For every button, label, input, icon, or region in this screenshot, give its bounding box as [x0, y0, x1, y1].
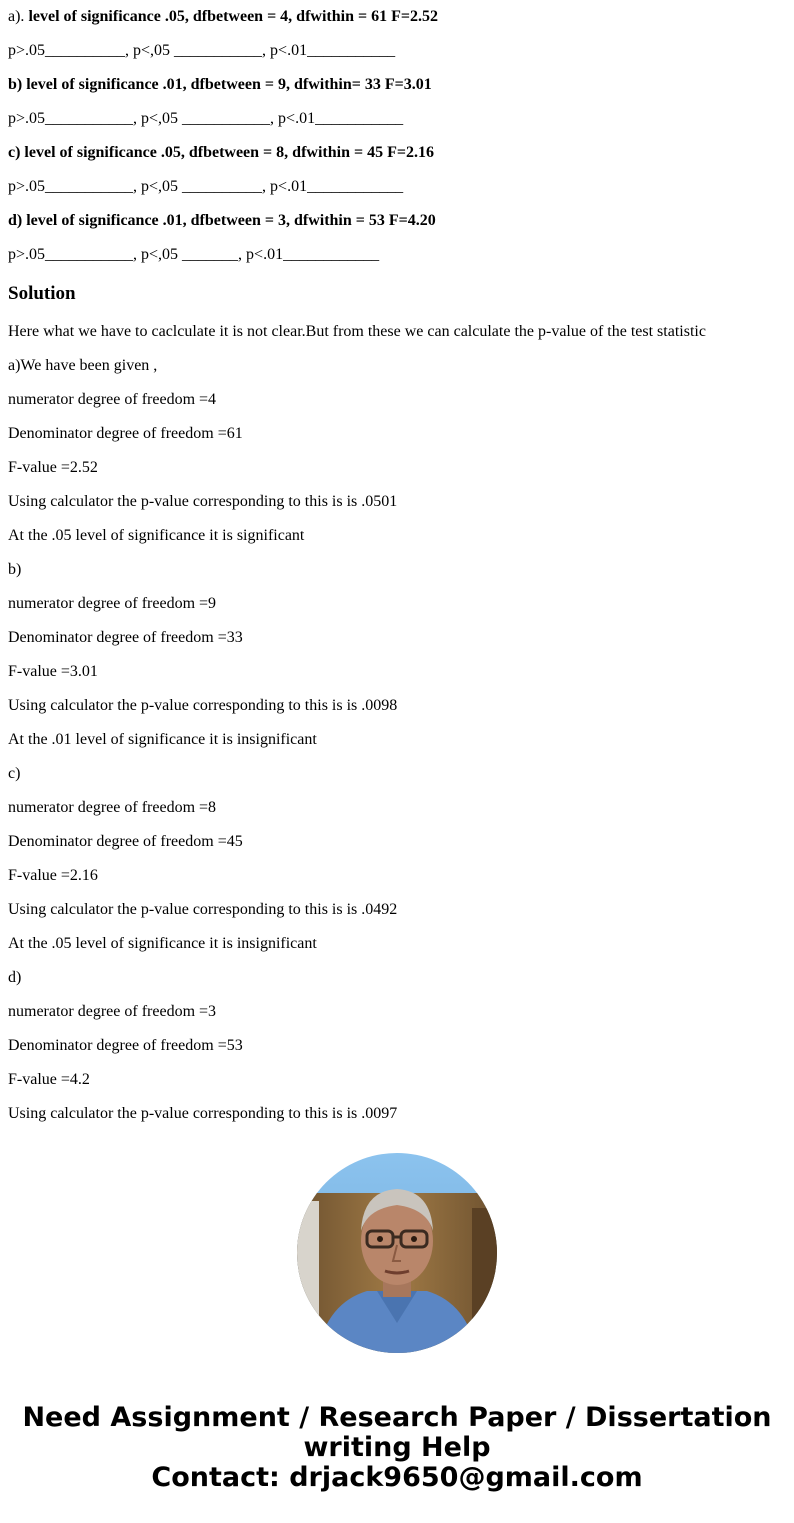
solution-line: F-value =2.52 [8, 459, 98, 476]
question-b-text: b) level of significance .01, dfbetween = 9, dfwithin= 33 F=3.01 [8, 76, 432, 93]
question-a-prefix: a). [8, 8, 29, 25]
solution-line: Here what we have to caclculate it is not clear.But from these we can calculate the p-value of the test statistic [8, 323, 706, 340]
question-c-text: c) level of significance .05, dfbetween = 8, dfwithin = 45 F=2.16 [8, 144, 434, 161]
solution-line: a)We have been given , [8, 357, 158, 374]
solution-line: F-value =4.2 [8, 1071, 90, 1088]
solution-line: Using calculator the p-value corresponding to this is is .0492 [8, 901, 398, 918]
question-a [8, 7, 438, 27]
solution-line: Denominator degree of freedom =33 [8, 629, 243, 646]
solution-line: c) [8, 765, 21, 782]
solution-line: Using calculator the p-value corresponding to this is is .0501 [8, 493, 398, 510]
question-a-text: level of significance .05, dfbetween = 4, dfwithin = 61 F=2.52 [28, 8, 438, 25]
solution-line: F-value =3.01 [8, 663, 98, 680]
avatar [297, 1153, 497, 1353]
person-photo-icon [297, 1153, 497, 1353]
solution-line: d) [8, 969, 22, 986]
solution-line: numerator degree of freedom =9 [8, 595, 217, 612]
solution-line: Using calculator the p-value corresponding to this is is .0098 [8, 697, 398, 714]
solution-line: numerator degree of freedom =8 [8, 799, 217, 816]
solution-line: b) [8, 561, 22, 578]
footer-line-3: Contact: drjack9650@gmail.com [151, 1462, 643, 1493]
solution-line: Using calculator the p-value corresponding to this is is .0097 [8, 1105, 398, 1122]
solution-line: F-value =2.16 [8, 867, 98, 884]
footer-line-1: Need Assignment / Research Paper / Dissertation [22, 1402, 772, 1433]
question-c-options: p>.05___________, p<,05 __________, p<.01____________ [8, 178, 404, 195]
solution-line: Denominator degree of freedom =53 [8, 1037, 243, 1054]
solution-line: numerator degree of freedom =4 [8, 391, 217, 408]
solution-line: numerator degree of freedom =3 [8, 1003, 217, 1020]
contact-footer [0, 1403, 794, 1493]
solution-line: Denominator degree of freedom =61 [8, 425, 243, 442]
solution-line: Denominator degree of freedom =45 [8, 833, 243, 850]
solution-line: At the .05 level of significance it is insignificant [8, 935, 317, 952]
question-b-options: p>.05___________, p<,05 ___________, p<.01___________ [8, 110, 404, 127]
question-d-options: p>.05___________, p<,05 _______, p<.01____________ [8, 246, 380, 263]
footer-line-2: writing Help [303, 1432, 491, 1463]
question-d-text: d) level of significance .01, dfbetween = 3, dfwithin = 53 F=4.20 [8, 212, 436, 229]
solution-line: At the .05 level of significance it is significant [8, 527, 305, 544]
solution-heading: Solution [8, 283, 76, 304]
question-a-options: p>.05__________, p<,05 ___________, p<.01___________ [8, 42, 396, 59]
solution-line: At the .01 level of significance it is insignificant [8, 731, 317, 748]
